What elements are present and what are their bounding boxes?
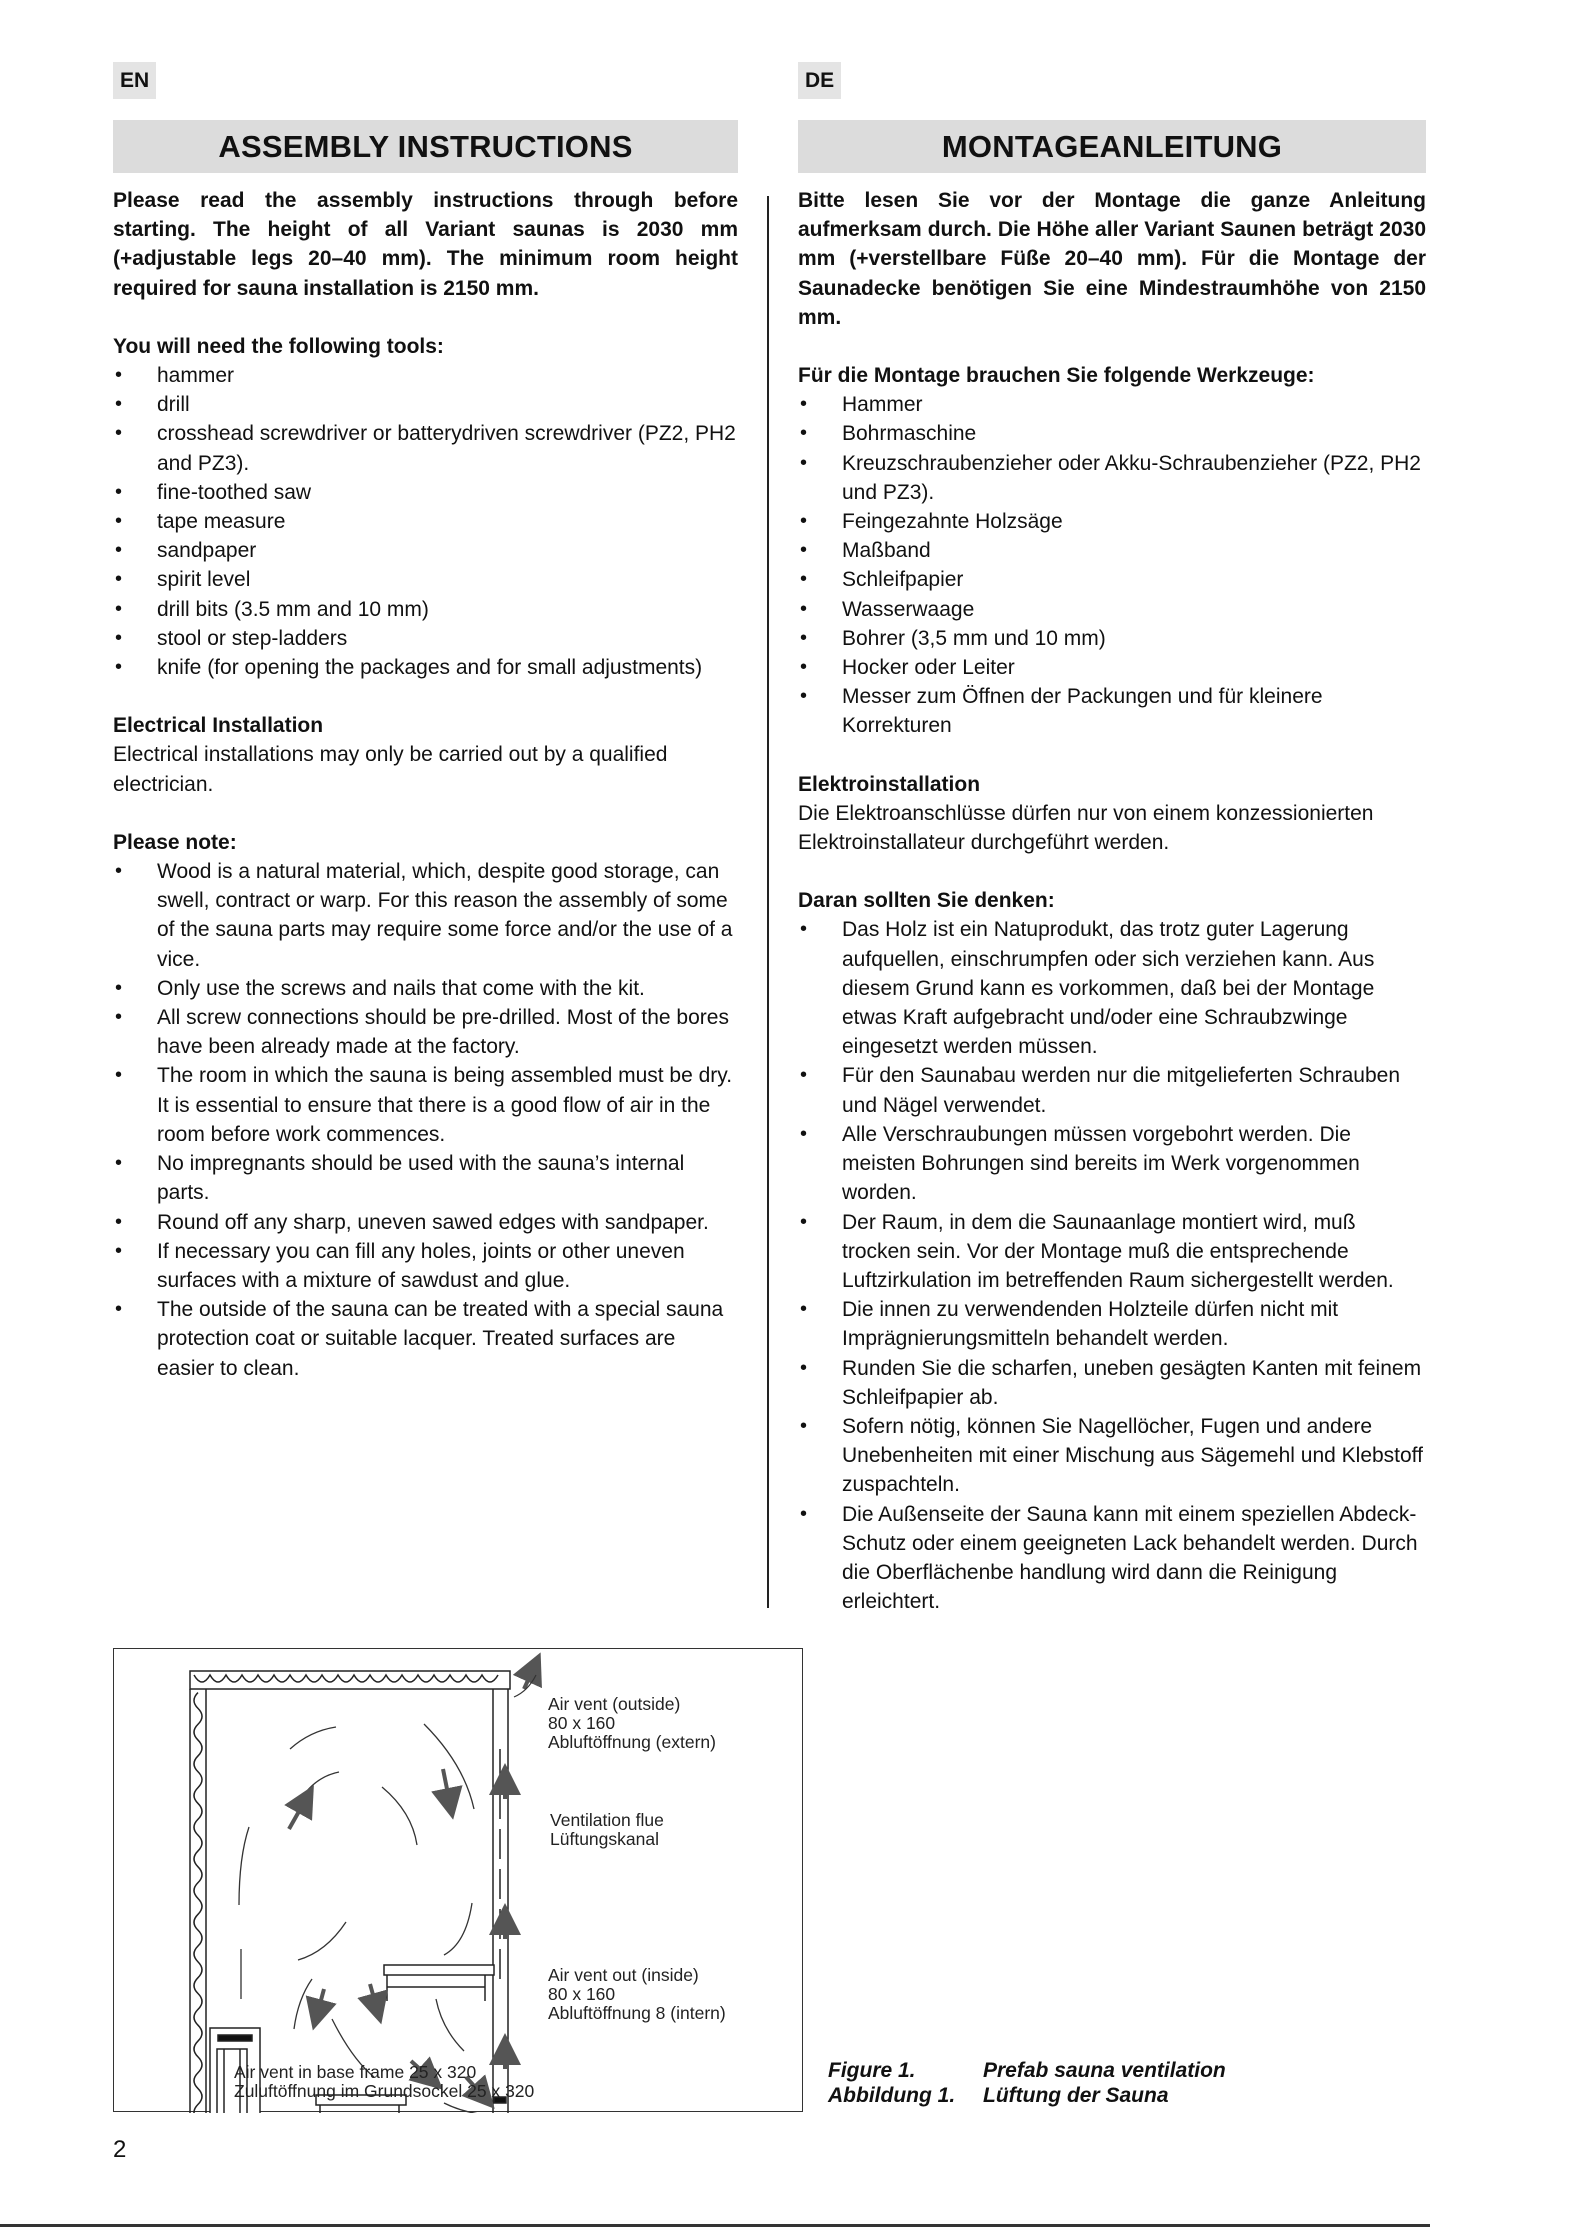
caption-text-en: Prefab sauna ventilation — [983, 2059, 1226, 2082]
list-item: • Round off any sharp, uneven sawed edges with sandpaper. — [113, 1208, 738, 1237]
list-item: • Feingezahnte Holzsäge — [798, 507, 1426, 536]
list-item: • All screw connections should be pre-drilled. Most of the bores have been already made at the factory. — [113, 1003, 738, 1061]
caption-label-en: Figure 1. — [828, 2059, 916, 2082]
list-item: • sandpaper — [113, 536, 738, 565]
list-item: • Hammer — [798, 390, 1426, 419]
air-vent-inside-label: Air vent out (inside) 80 x 160 Abluftöffnung 8 (intern) — [548, 1965, 726, 2023]
list-item: • crosshead screwdriver or batterydriven screwdriver (PZ2, PH2 and PZ3). — [113, 419, 738, 477]
notes-list — [113, 857, 738, 1383]
list-item: • If necessary you can fill any holes, joints or other uneven surfaces with a mixture of sawdust and glue. — [113, 1237, 738, 1295]
list-item: • tape measure — [113, 507, 738, 536]
list-item: • Alle Verschraubungen müssen vorgebohrt werden. Die meisten Bohrungen sind bereits im Werk vorgenommen worden. — [798, 1120, 1426, 1208]
list-item: • Bohrmaschine — [798, 419, 1426, 448]
list-item: • spirit level — [113, 565, 738, 594]
list-item: • Der Raum, in dem die Saunaanlage montiert wird, muß trocken sein. Vor der Montage muß die entsprechende Luftzirkulation im betreffenden Raum sichergestellt werden. — [798, 1208, 1426, 1296]
list-item: • Wasserwaage — [798, 595, 1426, 624]
list-item: • hammer — [113, 361, 738, 390]
note-heading: Please note: — [113, 830, 237, 854]
list-item: • stool or step-ladders — [113, 624, 738, 653]
list-item: • Das Holz ist ein Natuprodukt, das trotz guter Lagerung aufquellen, einschrumpfen oder sich verziehen kann. Aus diesem Grund kann es vorkommen, daß bei der Montage etwas Kraft aufgebracht und/oder eine Schraubzwinge eingesetzt werden müssen. — [798, 915, 1426, 1061]
list-item: • Wood is a natural material, which, despite good storage, can swell, contract or warp. For this reason the assembly of some of the sauna parts may require some force and/or the use of a vice. — [113, 857, 738, 974]
column-divider — [767, 196, 769, 1608]
caption-text-de: Lüftung der Sauna — [983, 2084, 1169, 2107]
notes-list — [798, 915, 1426, 1616]
list-item: • Schleifpapier — [798, 565, 1426, 594]
air-vent-base-label: Air vent in base frame 25 x 320 Zuluftöffnung im Grundsockel 25 x 320 — [234, 2062, 535, 2101]
german-column — [798, 186, 1426, 1616]
electrical-text: Die Elektroanschlüsse dürfen nur von einem konzessionierten Elektroinstallateur durchgeführt werden. — [798, 801, 1374, 855]
list-item: • Maßband — [798, 536, 1426, 565]
list-item: • Bohrer (3,5 mm und 10 mm) — [798, 624, 1426, 653]
electrical-heading: Electrical Installation — [113, 714, 324, 738]
list-item: • Die Außenseite der Sauna kann mit einem speziellen Abdeck-Schutz oder einem geeigneten Lack behandelt werden. Durch die Oberflächenbe handlung wird dann die Reinigung erleichtert. — [798, 1500, 1426, 1617]
list-item: • Sofern nötig, können Sie Nagellöcher, Fugen und andere Unebenheiten mit einer Mischung aus Sägemehl und Klebstoff zuspachteln. — [798, 1412, 1426, 1500]
language-tag-de: DE — [798, 62, 841, 99]
tools-list — [798, 390, 1426, 740]
intro-paragraph: Please read the assembly instructions through before starting. The height of all Variant saunas is 2030 mm (+adjustable legs 20–40 mm). The minimum room height required for sauna installation is 2150 mm. — [113, 189, 738, 300]
list-item: • drill bits (3.5 mm and 10 mm) — [113, 595, 738, 624]
list-item: • Kreuzschraubenzieher oder Akku-Schraubenzieher (PZ2, PH2 und PZ3). — [798, 449, 1426, 507]
intro-paragraph: Bitte lesen Sie vor der Montage die ganze Anleitung aufmerksam durch. Die Höhe aller Variant Saunen beträgt 2030 mm (+verstellbare Füße 20–40 mm). Für die Montage der Saunadecke benötigen Sie eine Mindestraumhöhe von 2150 mm. — [798, 189, 1426, 329]
list-item: • Die innen zu verwendenden Holzteile dürfen nicht mit Imprägnierungsmitteln behandelt werden. — [798, 1295, 1426, 1353]
note-heading: Daran sollten Sie denken: — [798, 889, 1055, 913]
air-vent-outside-label: Air vent (outside) 80 x 160 Abluftöffnung (extern) — [548, 1694, 716, 1752]
list-item: • Hocker oder Leiter — [798, 653, 1426, 682]
list-item: • fine-toothed saw — [113, 478, 738, 507]
list-item: • The room in which the sauna is being assembled must be dry. It is essential to ensure that there is a good flow of air in the room before work commences. — [113, 1061, 738, 1149]
electrical-text: Electrical installations may only be carried out by a qualified electrician. — [113, 743, 668, 796]
page-title-de: MONTAGEANLEITUNG — [798, 120, 1426, 173]
list-item: • knife (for opening the packages and for small adjustments) — [113, 653, 738, 682]
bottom-rule — [0, 2224, 1430, 2227]
page-title-en: ASSEMBLY INSTRUCTIONS — [113, 120, 738, 173]
list-item: • Only use the screws and nails that come with the kit. — [113, 974, 738, 1003]
english-column — [113, 186, 738, 1383]
page-number: 2 — [113, 2136, 127, 2163]
language-tag-en: EN — [113, 62, 156, 99]
list-item: • Messer zum Öffnen der Packungen und für kleinere Korrekturen — [798, 682, 1426, 740]
tools-list — [113, 361, 738, 682]
tools-heading: Für die Montage brauchen Sie folgende Werkzeuge: — [798, 364, 1315, 388]
figure-caption — [828, 2058, 1226, 2108]
list-item: • The outside of the sauna can be treated with a special sauna protection coat or suitable lacquer. Treated surfaces are easier to clean. — [113, 1295, 738, 1383]
list-item: • Für den Saunabau werden nur die mitgelieferten Schrauben und Nägel verwendet. — [798, 1061, 1426, 1119]
tools-heading: You will need the following tools: — [113, 334, 444, 358]
sauna-ventilation-figure — [113, 1648, 803, 2112]
caption-label-de: Abbildung 1. — [828, 2084, 956, 2107]
electrical-heading: Elektroinstallation — [798, 772, 981, 796]
list-item: • Runden Sie die scharfen, uneben gesägten Kanten mit feinem Schleifpapier ab. — [798, 1354, 1426, 1412]
list-item: • No impregnants should be used with the sauna’s internal parts. — [113, 1149, 738, 1207]
ventilation-flue-label: Ventilation flue Lüftungskanal — [550, 1810, 664, 1849]
list-item: • drill — [113, 390, 738, 419]
